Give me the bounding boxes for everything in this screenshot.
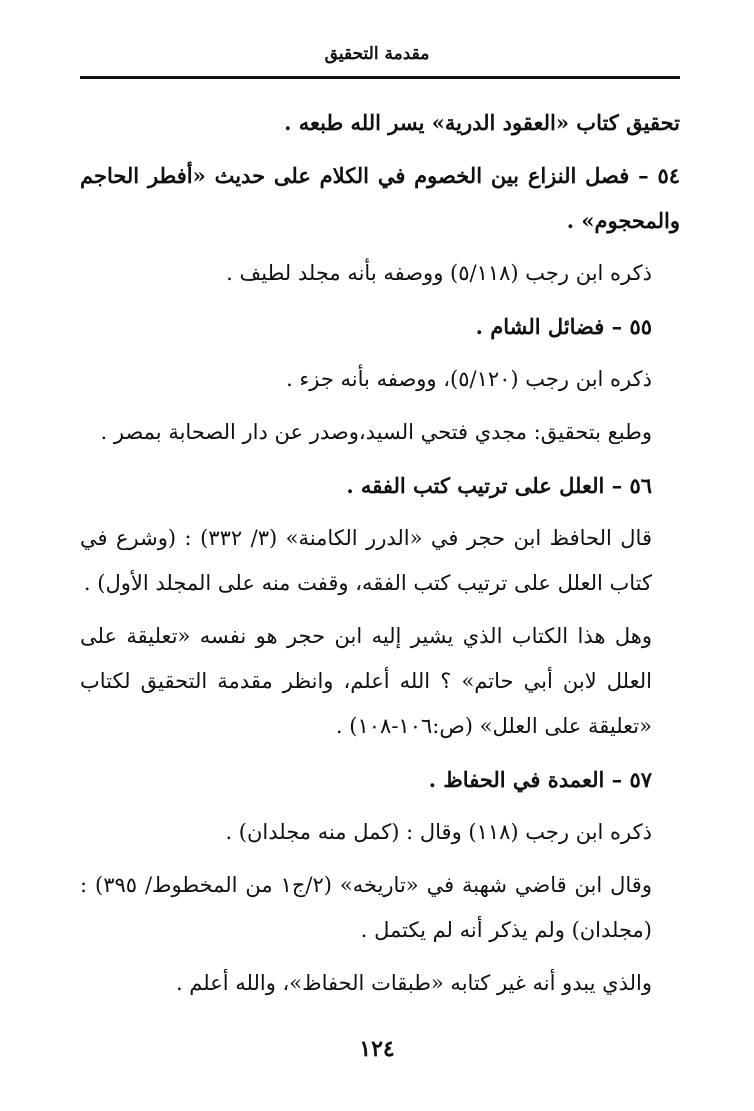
running-head: مقدمة التحقيق: [324, 44, 430, 64]
page-body: [80, 100, 680, 1014]
paragraph-4: ٥٥ – فضائل الشام .: [475, 314, 652, 339]
paragraph-9: وهل هذا الكتاب الذي يشير إليه ابن حجر هو نفسه «تعليقة على العلل لابن أبي حاتم» ؟ الله أعلم، وانظر مقدمة التحقيق لكتاب «تعليقة على العلل» (ص:١٠٦-١٠٨) .: [80, 624, 652, 738]
paragraph-1: تحقيق كتاب «العقود الدرية» يسر الله طبعه .: [284, 110, 680, 135]
paragraph-2: ٥٤ – فصل النزاع بين الخصوم في الكلام على حديث «أفطر الحاجم والمحجوم» .: [80, 163, 680, 233]
paragraph-7: ٥٦ – العلل على ترتيب كتب الفقه .: [346, 473, 652, 498]
paragraph-6: وطبع بتحقيق: مجدي فتحي السيد،وصدر عن دار الصحابة بمصر .: [100, 420, 652, 444]
paragraph-8: قال الحافظ ابن حجر في «الدرر الكامنة» (٣/ ٣٣٢) : (وشرع في كتاب العلل على ترتيب كتب الفقه، وقفت منه على المجلد الأول) .: [80, 526, 652, 595]
paragraph-5: ذكره ابن رجب (٥/١٢٠)، ووصفه بأنه جزء .: [286, 367, 652, 391]
paragraph-10: ٥٧ – العمدة في الحفاظ .: [428, 767, 652, 792]
paragraph-13: والذي يبدو أنه غير كتابه «طبقات الحفاظ»، والله أعلم .: [175, 971, 652, 995]
paragraph-12: وقال ابن قاضي شهبة في «تاريخه» (٢/ج١ من المخطوط/ ٣٩٥) : (مجلدان) ولم يذكر أنه لم يكتمل .: [80, 873, 652, 942]
paragraph-3: ذكره ابن رجب (٥/١١٨) ووصفه بأنه مجلد لطيف .: [226, 261, 652, 285]
header-rule: [80, 76, 680, 79]
paragraph-11: ذكره ابن رجب (١١٨) وقال : (كمل منه مجلدان) .: [225, 820, 652, 844]
page-number: ١٢٤: [359, 1036, 395, 1062]
